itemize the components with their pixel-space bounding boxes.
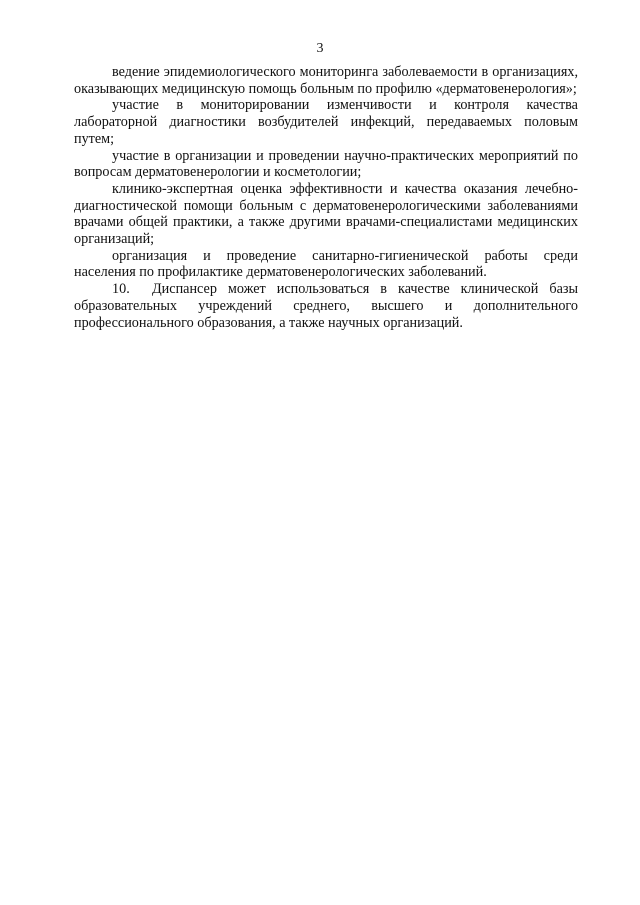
page-number: 3 <box>316 41 324 56</box>
numbered-paragraph-text: Диспансер может использоваться в качестве клинической базы образовательных учреждений среднего, высшего и дополнительного профессионального образования, а также научных организаций. <box>74 281 578 331</box>
paragraph-sanitary-hygienic-work: организация и проведение санитарно-гигиенической работы среди населения по профилактике дерматовенерологических заболеваний. <box>74 247 578 281</box>
paragraph-lab-diagnostics-monitoring: участие в мониторировании изменчивости и контроля качества лабораторной диагностики возбудителей инфекций, передаваемых половым путем; <box>74 97 578 147</box>
paragraph-epidemiological-monitoring: ведение эпидемиологического мониторинга заболеваемости в организациях, оказывающих медицинскую помощь больным по профилю «дерматовенерология»; <box>74 64 578 97</box>
paragraph-scientific-events: участие в организации и проведении научно-практических мероприятий по вопросам дерматовенерологии и косметологии; <box>74 147 578 181</box>
document-body <box>74 64 578 331</box>
paragraph-clinical-expert-assessment: клинико-экспертная оценка эффективности и качества оказания лечебно-диагностической помощи больным с дерматовенерологическими заболеваниями врачами общей практики, а также другими врачами-специалистами медицинских организаций; <box>74 180 578 248</box>
paragraph-number: 10. <box>112 281 130 298</box>
numbered-paragraph-10 <box>74 281 578 331</box>
